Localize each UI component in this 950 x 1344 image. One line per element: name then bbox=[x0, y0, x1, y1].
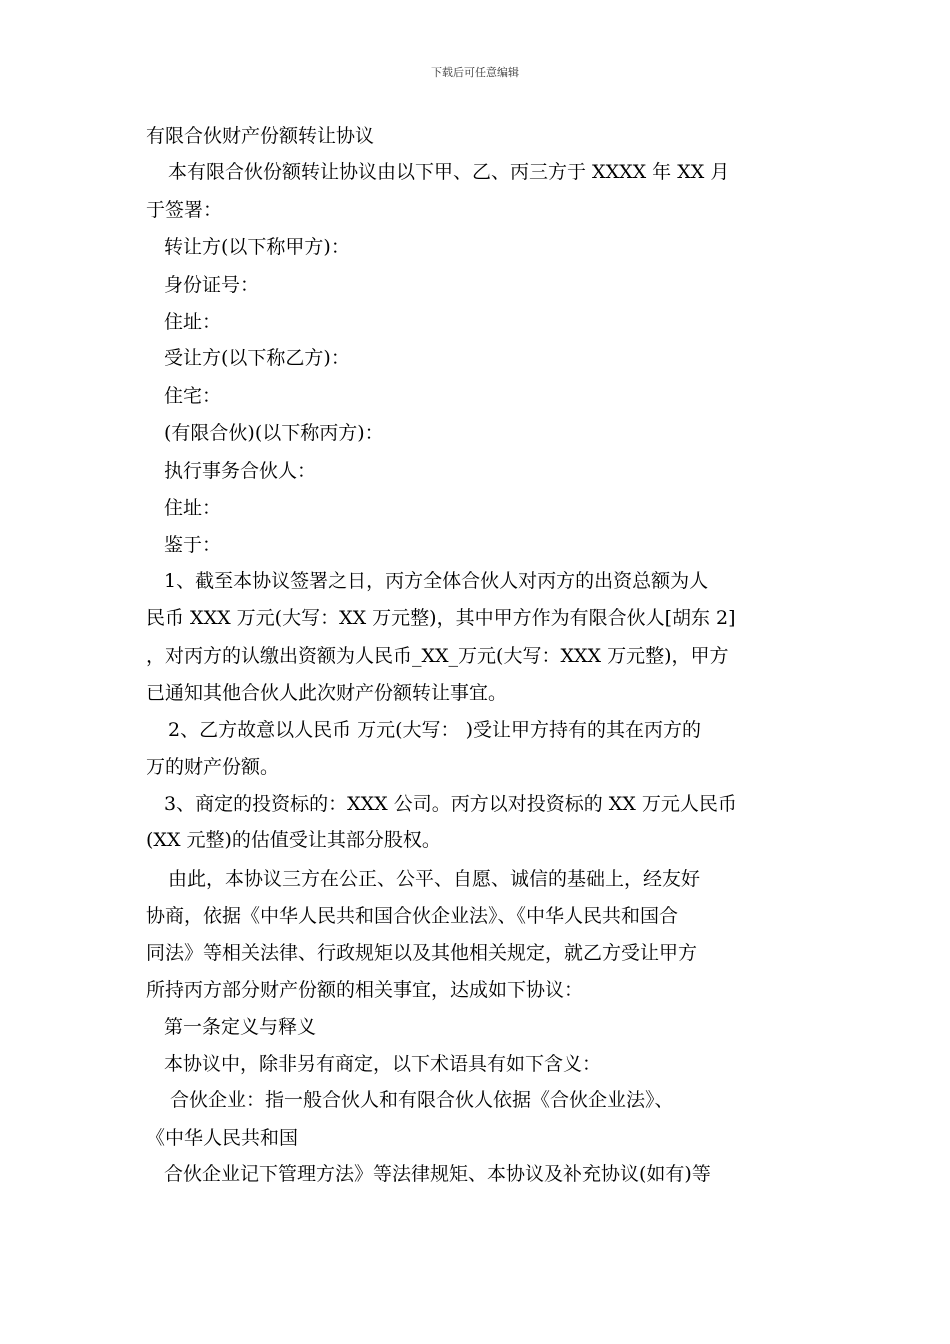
paragraph-line: 2、乙方故意以人民币 万元(大写： )受让甲方持有的其在丙方的 bbox=[168, 719, 701, 741]
paragraph-line: 协商，依据《中华人民共和国合伙企业法》、《中华人民共和国合 bbox=[146, 905, 679, 927]
paragraph-line: 3、商定的投资标的：XXX 公司。丙方以对投资标的 XX 万元人民币 bbox=[164, 793, 737, 815]
paragraph-line: 转让方(以下称甲方)： bbox=[164, 236, 350, 258]
paragraph-line: 由此，本协议三方在公正、公平、自愿、诚信的基础上，经友好 bbox=[168, 868, 701, 890]
paragraph-line: 住宅： bbox=[164, 385, 222, 407]
paragraph-line: 住址： bbox=[164, 311, 222, 333]
paragraph-line: 住址： bbox=[164, 497, 222, 519]
paragraph-line: 所持丙方部分财产份额的相关事宜，达成如下协议： bbox=[146, 979, 584, 1001]
paragraph-line: 同法》等相关法律、行政规矩以及其他相关规定，就乙方受让甲方 bbox=[146, 942, 698, 964]
paragraph-line: 鉴于： bbox=[164, 534, 222, 556]
paragraph-line: 合伙企业记下管理方法》等法律规矩、本协议及补充协议(如有)等 bbox=[164, 1163, 711, 1185]
paragraph-line: ，对丙方的认缴出资额为人民币_XX_万元(大写：XXX 万元整)，甲方 bbox=[146, 645, 729, 667]
paragraph-line: (XX 元整)的估值受让其部分股权。 bbox=[146, 829, 441, 851]
paragraph-line: 受让方(以下称乙方)： bbox=[164, 347, 350, 369]
paragraph-line: 万的财产份额。 bbox=[146, 756, 280, 778]
page-header-note: 下载后可任意编辑 bbox=[431, 66, 519, 79]
paragraph-line: 民币 XXX 万元(大写：XX 万元整)，其中甲方作为有限合伙人[胡东 2] bbox=[146, 607, 736, 629]
paragraph-line: 本协议中，除非另有商定，以下术语具有如下含义： bbox=[164, 1053, 602, 1075]
paragraph-line: 本有限合伙份额转让协议由以下甲、乙、丙三方于 XXXX 年 XX 月 bbox=[168, 161, 730, 183]
paragraph-line: 合伙企业：指一般合伙人和有限合伙人依据《合伙企业法》、 bbox=[170, 1089, 674, 1111]
paragraph-line: 已通知其他合伙人此次财产份额转让事宜。 bbox=[146, 682, 508, 704]
paragraph-line: 身份证号： bbox=[164, 274, 260, 296]
paragraph-line: 执行事务合伙人： bbox=[164, 460, 317, 482]
paragraph-line: 于签署： bbox=[146, 199, 223, 221]
paragraph-line: 《中华人民共和国 bbox=[146, 1127, 299, 1149]
paragraph-line: 1、截至本协议签署之日，丙方全体合伙人对丙方的出资总额为人 bbox=[164, 570, 709, 592]
paragraph-line: (有限合伙)(以下称丙方)： bbox=[164, 422, 384, 444]
document-title: 有限合伙财产份额转让协议 bbox=[146, 125, 375, 147]
section-heading: 第一条定义与释义 bbox=[164, 1016, 317, 1038]
